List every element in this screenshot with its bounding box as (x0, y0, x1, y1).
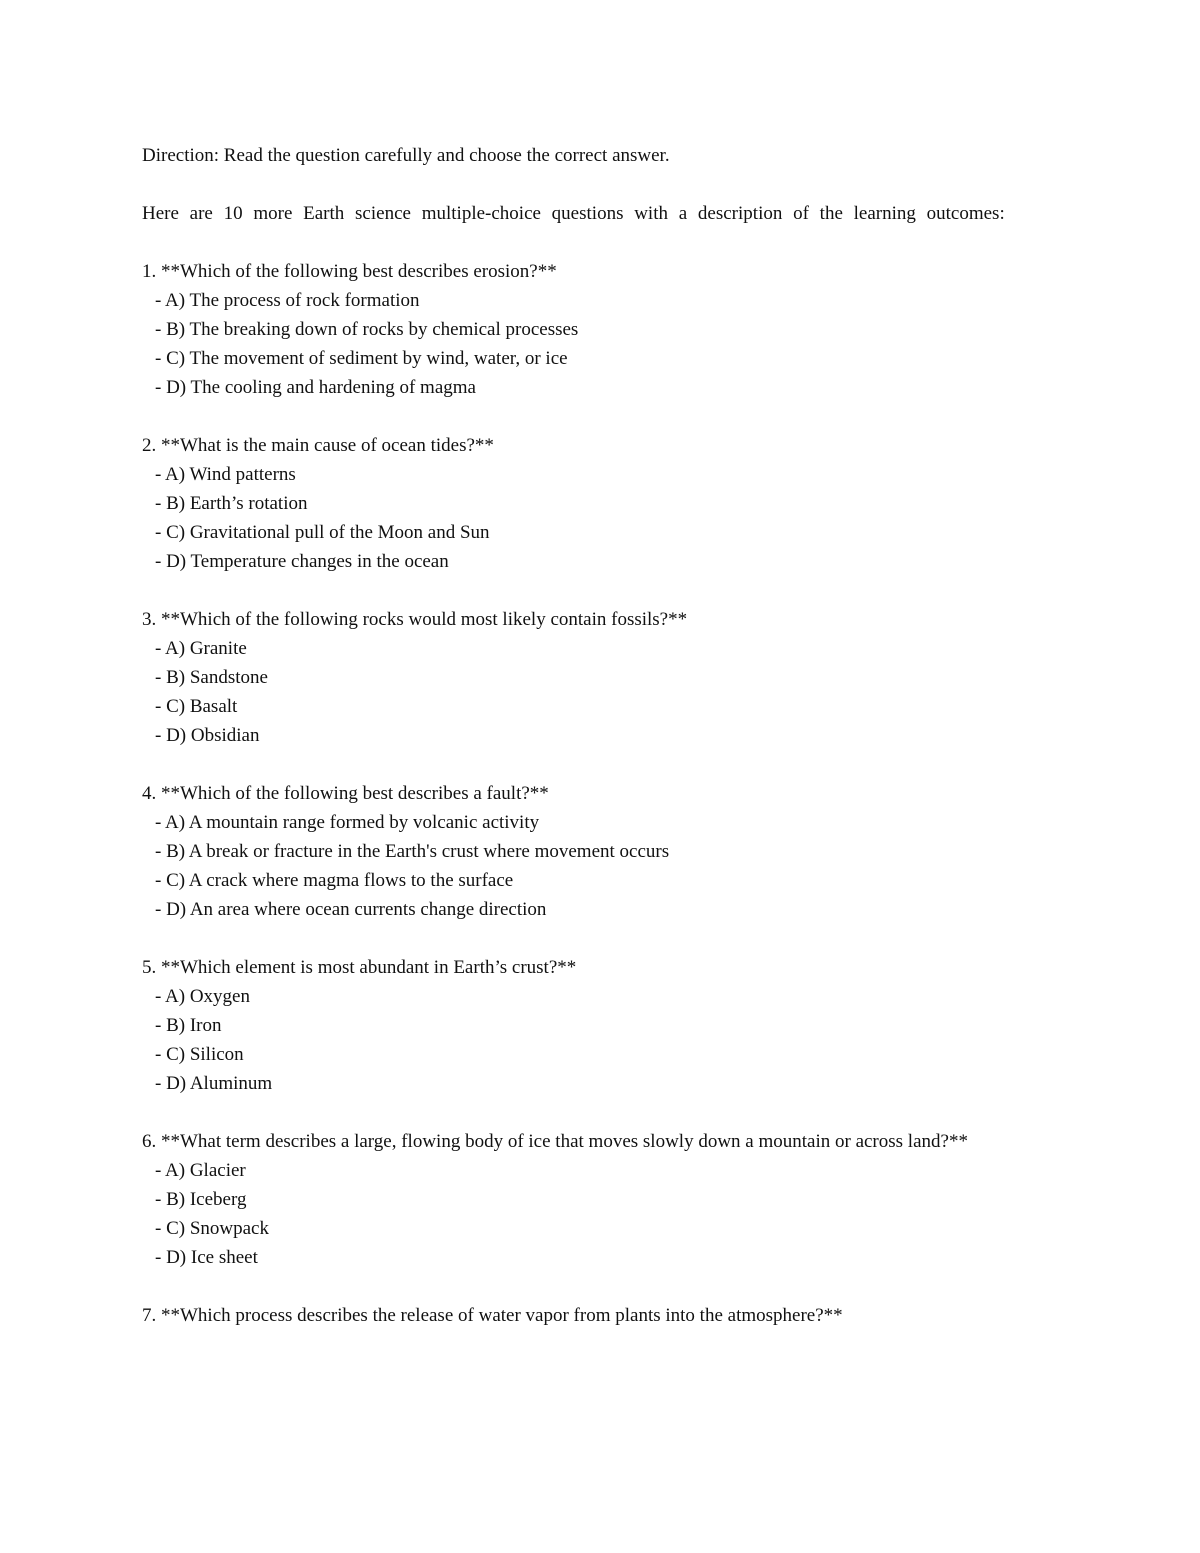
option-d: - D) An area where ocean currents change direction (155, 899, 547, 920)
question-7 (142, 1301, 1058, 1330)
option-b: - B) The breaking down of rocks by chemical processes (155, 319, 579, 340)
option-a: - A) Oxygen (155, 986, 250, 1007)
option-b: - B) A break or fracture in the Earth's crust where movement occurs (155, 841, 670, 862)
option-b: - B) Earth’s rotation (155, 493, 308, 514)
question-text: 4. **Which of the following best describes a fault?** (142, 783, 549, 804)
option-d: - D) The cooling and hardening of magma (155, 377, 476, 398)
option-b: - B) Sandstone (155, 667, 268, 688)
question-text: 1. **Which of the following best describes erosion?** (142, 261, 557, 282)
question-3 (142, 605, 1058, 750)
option-b: - B) Iceberg (155, 1189, 247, 1210)
question-text: 3. **Which of the following rocks would most likely contain fossils?** (142, 609, 688, 630)
question-4 (142, 779, 1058, 924)
option-c: - C) Snowpack (155, 1218, 269, 1239)
question-6 (142, 1127, 1058, 1272)
option-d: - D) Aluminum (155, 1073, 273, 1094)
option-c: - C) The movement of sediment by wind, water, or ice (155, 348, 568, 369)
question-2 (142, 431, 1058, 576)
option-d: - D) Ice sheet (155, 1247, 258, 1268)
option-a: - A) Granite (155, 638, 247, 659)
document-body (142, 141, 1058, 1359)
option-d: - D) Obsidian (155, 725, 260, 746)
question-5 (142, 953, 1058, 1098)
option-a: - A) A mountain range formed by volcanic activity (155, 812, 540, 833)
option-a: - A) Wind patterns (155, 464, 296, 485)
option-c: - C) A crack where magma flows to the surface (155, 870, 514, 891)
option-a: - A) The process of rock formation (155, 290, 420, 311)
direction-text: Direction: Read the question carefully and choose the correct answer. (142, 145, 670, 166)
intro-paragraph: Here are 10 more Earth science multiple-choice questions with a description of the learning outcomes: (142, 203, 1005, 224)
question-text: 2. **What is the main cause of ocean tides?** (142, 435, 494, 456)
question-text: 6. **What term describes a large, flowing body of ice that moves slowly down a mountain or across land?** (142, 1131, 968, 1152)
option-c: - C) Gravitational pull of the Moon and Sun (155, 522, 490, 543)
question-1 (142, 257, 1058, 402)
question-text: 5. **Which element is most abundant in Earth’s crust?** (142, 957, 577, 978)
option-a: - A) Glacier (155, 1160, 246, 1181)
option-b: - B) Iron (155, 1015, 222, 1036)
question-text: 7. **Which process describes the release of water vapor from plants into the atmosphere?** (142, 1305, 843, 1326)
option-d: - D) Temperature changes in the ocean (155, 551, 449, 572)
option-c: - C) Silicon (155, 1044, 244, 1065)
option-c: - C) Basalt (155, 696, 238, 717)
